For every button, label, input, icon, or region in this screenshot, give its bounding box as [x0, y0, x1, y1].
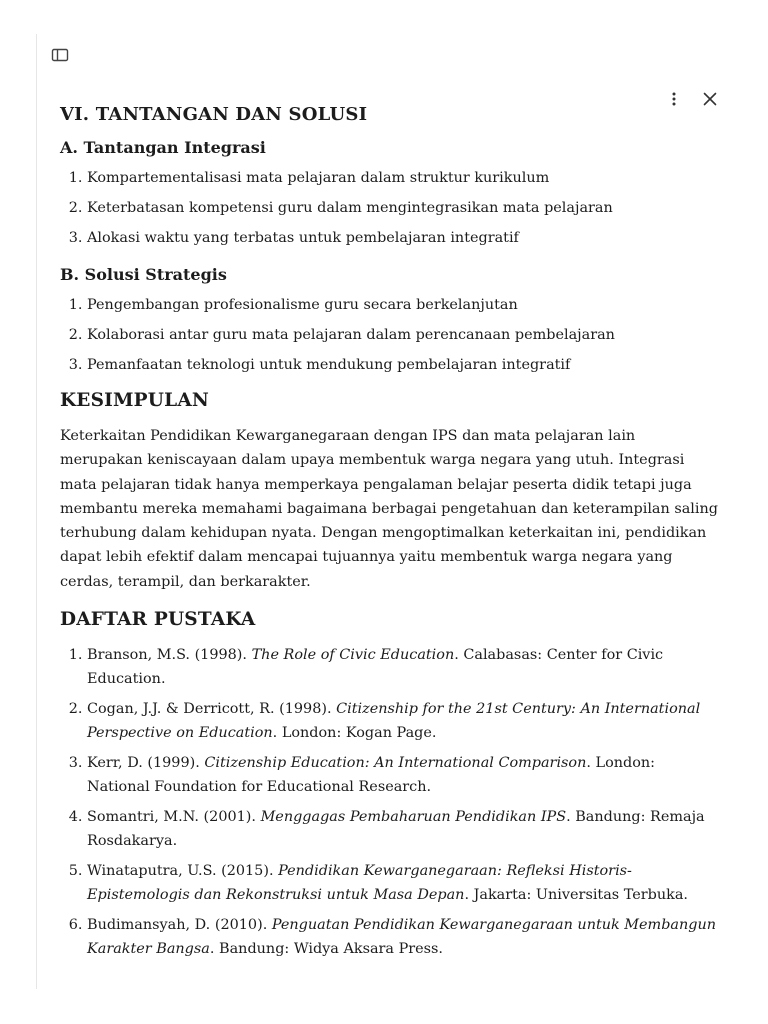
reference-author: Somantri, M.N. (2001). [87, 809, 261, 826]
document-content [60, 104, 720, 967]
list-item: 1. Pengembangan profesionalisme guru secara berkelanjutan [87, 293, 720, 317]
reference-title: Pendidikan Kewarganegaraan: Refleksi Historis-Epistemologis dan Rekonstruksi untuk Masa Depan [87, 863, 632, 904]
challenges-heading: A. Tantangan Integrasi [60, 138, 266, 157]
solutions-heading: B. Solusi Strategis [60, 265, 227, 284]
reference-author: Kerr, D. (1999). [87, 755, 205, 772]
conclusion-paragraph: Keterkaitan Pendidikan Kewarganegaraan dengan IPS dan mata pelajaran lain merupakan keniscayaan dalam upaya membentuk warga negara yang utuh. Integrasi mata pelajaran tidak hanya memperkaya pengalaman belajar peserta didik tetapi juga membantu mereka memahami bagaimana berbagai pengetahuan dan keterampilan saling terhubung dalam kehidupan nyata. Dengan mengoptimalkan keterkaitan ini, pendidikan dapat lebih efektif dalam mencapai tujuannya yaitu membentuk warga negara yang cerdas, terampil, dan berkarakter. [60, 428, 718, 590]
reference-author: Winataputra, U.S. (2015). [87, 863, 279, 880]
reference-title: Citizenship Education: An International Comparison [204, 755, 587, 772]
reference-publisher: . London: National Foundation for Educational Research. [87, 755, 656, 796]
challenges-list [60, 166, 720, 250]
reference-item [87, 697, 720, 745]
references-list [60, 643, 720, 961]
reference-publisher: . Jakarta: Universitas Terbuka. [464, 887, 688, 904]
list-item: 2. Keterbatasan kompetensi guru dalam mengintegrasikan mata pelajaran [87, 196, 720, 220]
list-item: 2. Kolaborasi antar guru mata pelajaran dalam perencanaan pembelajaran [87, 323, 720, 347]
reference-publisher: . London: Kogan Page. [272, 725, 437, 742]
solutions-list [60, 293, 720, 377]
reference-item [87, 913, 720, 961]
reference-title: Citizenship for the 21st Century: An International Perspective on Education [87, 701, 701, 742]
reference-author: Cogan, J.J. & Derricott, R. (1998). [87, 701, 337, 718]
reference-item [87, 859, 720, 907]
document-viewport[interactable] [60, 104, 720, 1004]
reference-author: Budimansyah, D. (2010). [87, 917, 272, 934]
sidebar-toggle-icon [50, 46, 70, 64]
references-heading: DAFTAR PUSTAKA [60, 609, 256, 631]
list-item: 3. Alokasi waktu yang terbatas untuk pembelajaran integratif [87, 226, 720, 250]
reference-item [87, 805, 720, 853]
reference-item [87, 751, 720, 799]
conclusion-heading: KESIMPULAN [60, 390, 209, 411]
challenges-section [60, 136, 720, 250]
reference-publisher: . Bandung: Widya Aksara Press. [209, 941, 443, 958]
solutions-section [60, 263, 720, 377]
list-item: 1. Kompartementalisasi mata pelajaran dalam struktur kurikulum [87, 166, 720, 190]
reference-item [87, 643, 720, 691]
references-section [60, 607, 720, 961]
list-item: 3. Pemanfaatan teknologi untuk mendukung pembelajaran integratif [87, 353, 720, 377]
reference-title: The Role of Civic Education [251, 647, 455, 664]
reference-publisher: . Bandung: Remaja Rosdakarya. [87, 809, 705, 850]
panel-divider [36, 34, 37, 989]
section-heading-partial: VI. TANTANGAN DAN SOLUSI [60, 104, 368, 125]
reference-publisher: . Calabasas: Center for Civic Education. [87, 647, 664, 688]
conclusion-section [60, 388, 720, 594]
sidebar-toggle-button[interactable] [50, 46, 70, 64]
reference-title: Menggagas Pembaharuan Pendidikan IPS [260, 809, 567, 826]
reference-author: Branson, M.S. (1998). [87, 647, 252, 664]
reference-title: Penguatan Pendidikan Kewarganegaraan untuk Membangun Karakter Bangsa [87, 917, 717, 958]
